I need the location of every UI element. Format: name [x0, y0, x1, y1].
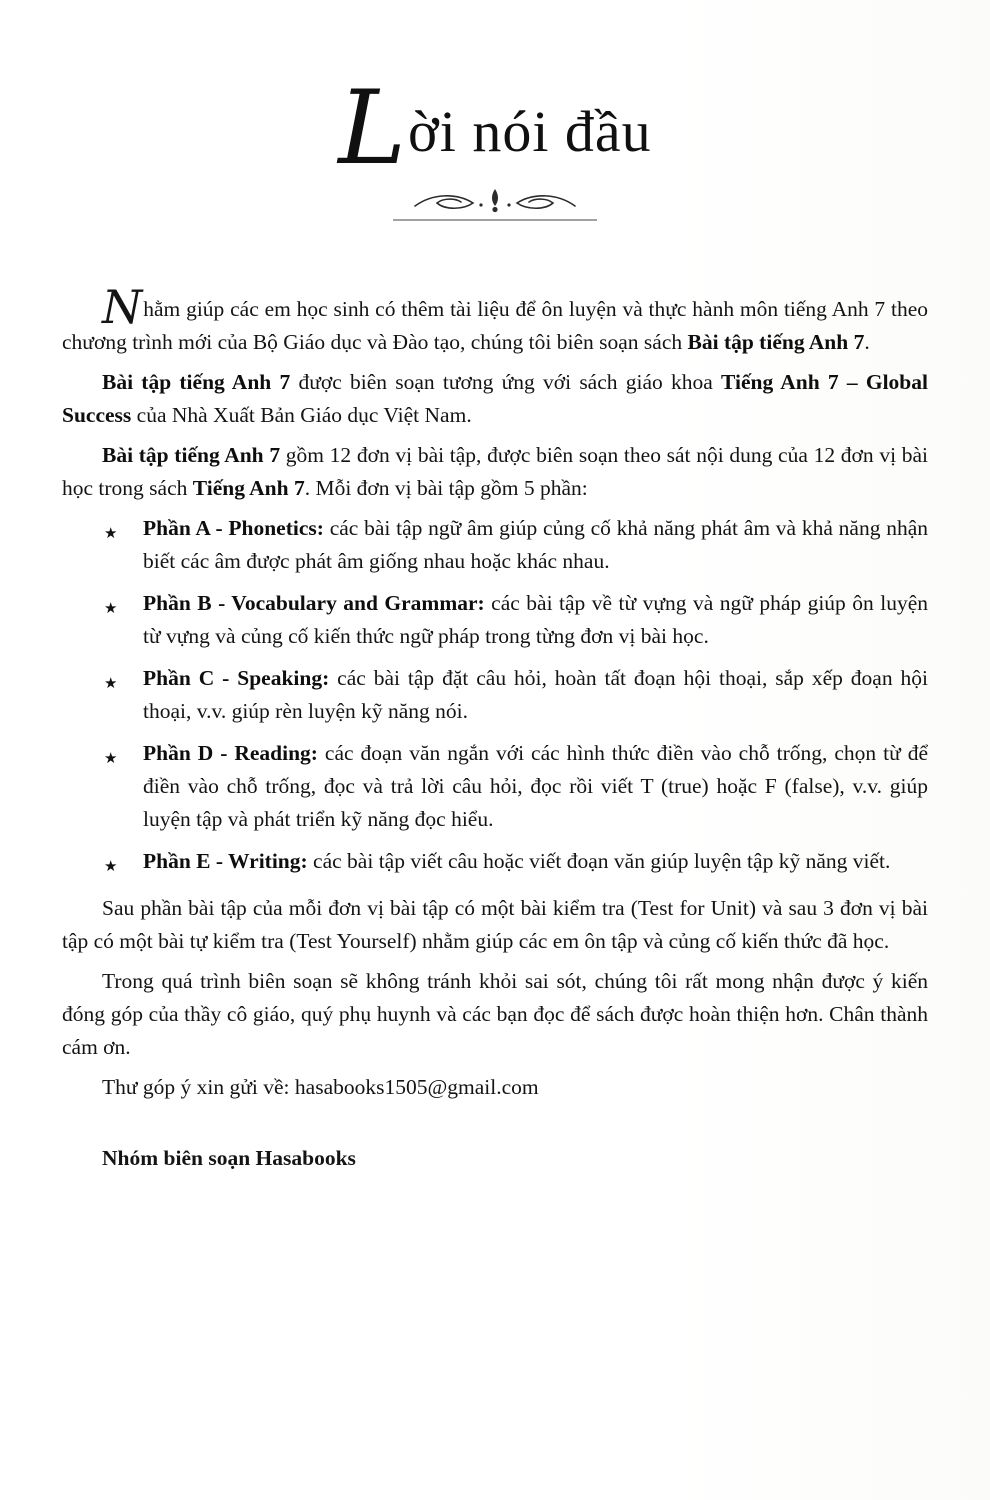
- list-item-text: [143, 737, 928, 836]
- preface-body: [62, 279, 928, 1175]
- bold-text-run: Phần C - Speaking:: [143, 665, 330, 690]
- star-bullet-icon: ★: [104, 748, 118, 767]
- star-bullet-icon: ★: [104, 598, 118, 617]
- title-initial-letter: L: [338, 69, 403, 188]
- paragraph-intro: [62, 279, 928, 359]
- list-item-text: [143, 512, 928, 578]
- text-run: gồm 12 đơn vị bài tập, được biên soạn theo sát nội dung của 12 đơn vị bài học trong sách: [62, 442, 928, 500]
- list-item-part-d: [62, 737, 928, 836]
- page-header: [62, 0, 928, 233]
- contact-label: Thư góp ý xin gửi về:: [102, 1074, 295, 1099]
- text-run: hằm giúp các em học sinh có thêm tài liệu để ôn luyện và thực hành môn tiếng Anh 7 theo chương trình mới của Bộ Giáo dục và Đào tạo, chúng tôi biên soạn sách: [62, 296, 928, 354]
- bold-text-run: Phần A - Phonetics:: [143, 515, 324, 540]
- dropcap-initial-letter: N: [102, 279, 142, 334]
- text-run: của Nhà Xuất Bản Giáo dục Việt Nam.: [131, 402, 472, 427]
- bold-text-run: Bài tập tiếng Anh 7: [102, 369, 291, 394]
- text-run: các bài tập về từ vựng và ngữ pháp giúp ôn luyện từ vựng và củng cố kiến thức ngữ pháp trong từng đơn vị bài học.: [143, 590, 928, 648]
- text-run: .: [864, 329, 870, 354]
- star-bullet-icon: ★: [104, 523, 118, 542]
- floral-ornament-icon: [385, 186, 605, 233]
- contact-email: hasabooks1505@gmail.com: [294, 1074, 539, 1099]
- paragraph-structure: [62, 439, 928, 505]
- star-bullet-icon: ★: [104, 673, 118, 692]
- text-run: các bài tập viết câu hoặc viết đoạn văn giúp luyện tập kỹ năng viết.: [307, 848, 891, 873]
- list-item-part-c: [62, 662, 928, 728]
- bold-text-run: Tiếng Anh 7 – Global Success: [62, 369, 928, 427]
- list-item-part-b: [62, 587, 928, 653]
- bold-text-run: Bài tập tiếng Anh 7: [102, 442, 281, 467]
- bold-text-run: Phần E - Writing:: [143, 848, 308, 873]
- list-item-text: [143, 662, 928, 728]
- parts-list: [62, 512, 928, 883]
- text-run: Sau phần bài tập của mỗi đơn vị bài tập có một bài kiểm tra (Test for Unit) và sau 3 đơn vị bài tập có một bài tự kiểm tra (Test Yourself) nhằm giúp các em ôn tập và củng cố kiến thức đã học.: [62, 895, 928, 953]
- title-text: ời nói đầu: [408, 99, 652, 164]
- text-run: các bài tập ngữ âm giúp củng cố khả năng phát âm và khả năng nhận biết các âm được phát âm giống nhau hoặc khác nhau.: [143, 515, 928, 573]
- text-run: . Mỗi đơn vị bài tập gồm 5 phần:: [304, 475, 588, 500]
- bold-text-run: Tiếng Anh 7: [192, 475, 305, 500]
- list-item-text: [143, 587, 928, 653]
- signature: Nhóm biên soạn Hasabooks: [102, 1145, 356, 1170]
- paragraph-feedback: [62, 965, 928, 1064]
- list-item-part-a: [62, 512, 928, 578]
- star-bullet-icon: ★: [104, 856, 118, 875]
- bold-text-run: Phần B - Vocabulary and Grammar:: [143, 590, 485, 615]
- paragraph-intro-text: [62, 297, 928, 354]
- list-item-text: [143, 845, 928, 883]
- text-run: các đoạn văn ngắn với các hình thức điền vào chỗ trống, chọn từ để điền vào chỗ trống, đọc và trả lời câu hỏi, đọc rồi viết T (true) hoặc F (false), v.v. giúp luyện tập và phát triển kỹ năng đọc hiểu.: [143, 740, 928, 831]
- text-run: được biên soạn tương ứng với sách giáo khoa: [290, 369, 722, 394]
- page-title: [62, 69, 928, 188]
- bold-text-run: Phần D - Reading:: [143, 740, 318, 765]
- text-run: Trong quá trình biên soạn sẽ không tránh khỏi sai sót, chúng tôi rất mong nhận được ý kiến đóng góp của thầy cô giáo, quý phụ huynh và các bạn đọc để sách được hoàn thiện hơn. Chân thành cám ơn.: [62, 968, 928, 1059]
- bold-text-run: Bài tập tiếng Anh 7: [687, 329, 865, 354]
- text-run: các bài tập đặt câu hỏi, hoàn tất đoạn hội thoại, sắp xếp đoạn hội thoại, v.v. giúp rèn luyện kỹ năng nói.: [143, 665, 928, 723]
- paragraph-tests: [62, 892, 928, 958]
- paragraph-contact: [62, 1071, 928, 1104]
- paragraph-correspondence: [62, 366, 928, 432]
- list-item-part-e: [62, 845, 928, 883]
